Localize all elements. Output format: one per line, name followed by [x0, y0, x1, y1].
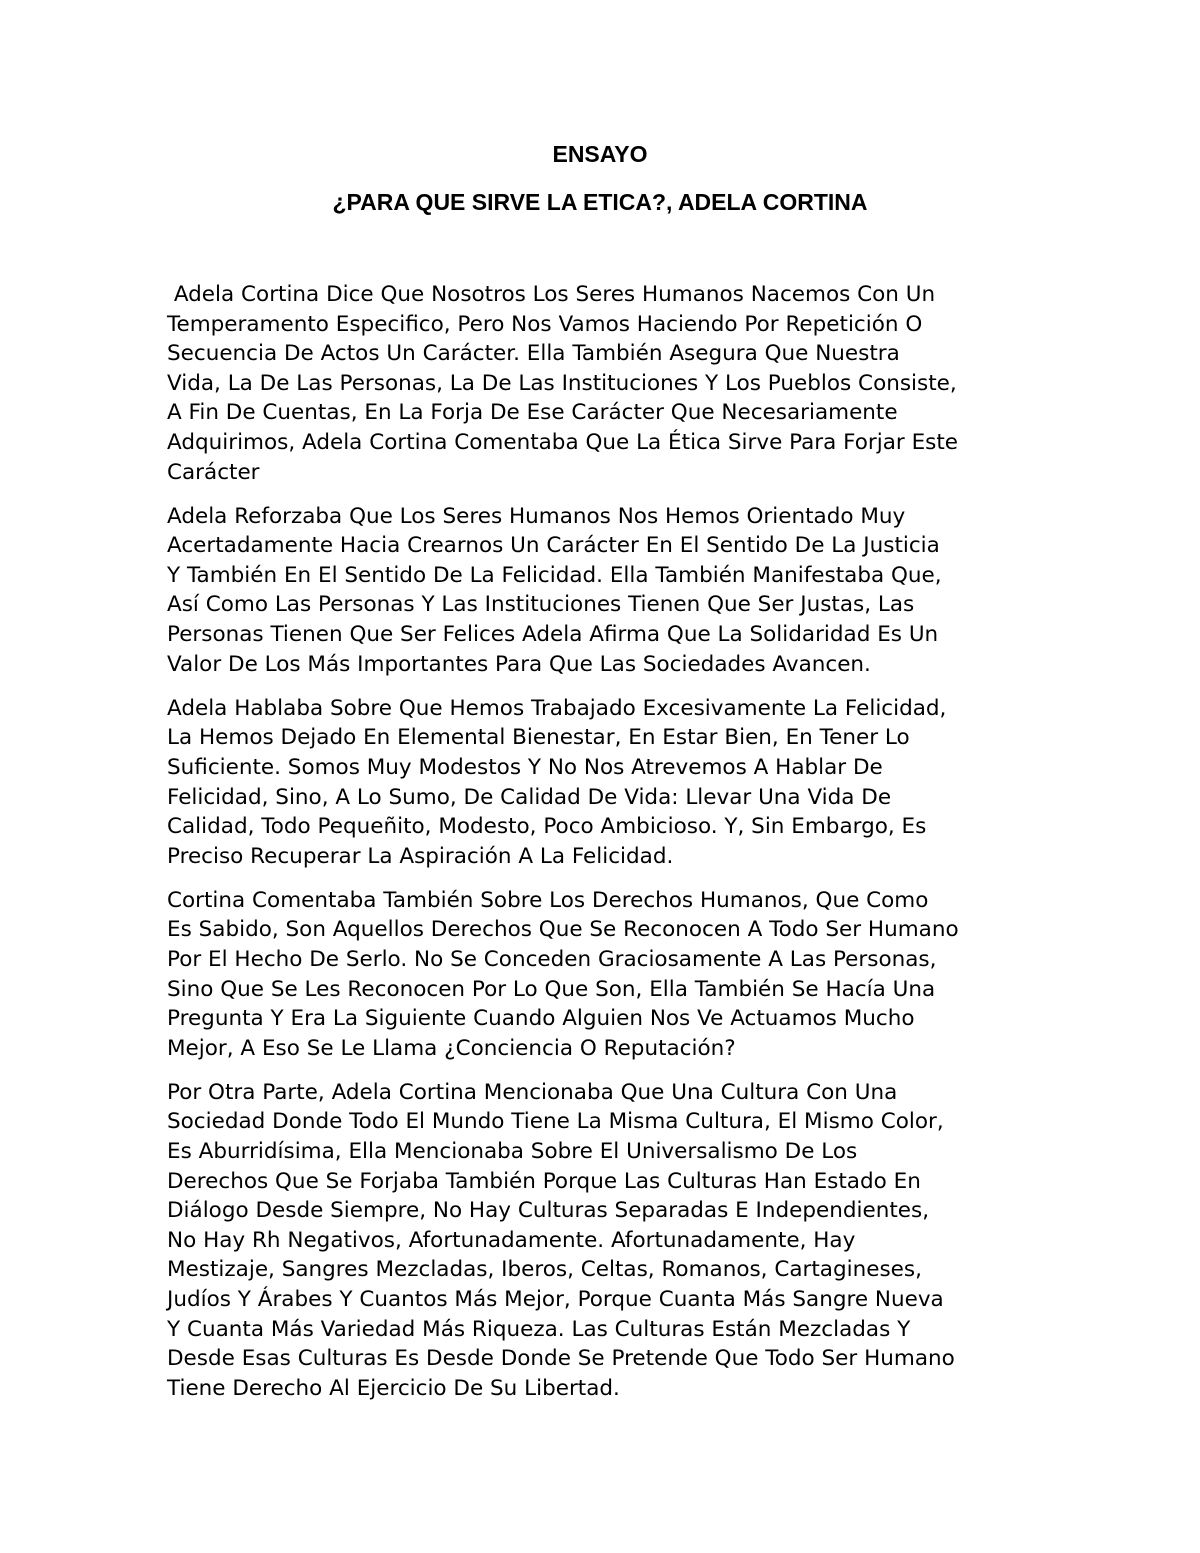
text-line: Temperamento Especifico, Pero Nos Vamos Haciendo Por Repetición O	[167, 311, 923, 337]
text-line: Cortina Comentaba También Sobre Los Derechos Humanos, Que Como	[167, 887, 929, 913]
paragraph-5	[167, 1078, 1047, 1404]
text-line: Suficiente. Somos Muy Modestos Y No Nos Atrevemos A Hablar De	[167, 754, 883, 780]
document-subtitle: ¿PARA QUE SIRVE LA ETICA?, ADELA CORTINA	[332, 189, 868, 215]
paragraph-3	[167, 694, 1047, 872]
text-line: Y También En El Sentido De La Felicidad. Ella También Manifestaba Que,	[167, 562, 942, 588]
paragraph-1	[167, 280, 1047, 487]
text-line: Sino Que Se Les Reconocen Por Lo Que Son, Ella También Se Hacía Una	[167, 976, 936, 1002]
paragraph-2	[167, 502, 1047, 680]
text-line: Tiene Derecho Al Ejercicio De Su Libertad.	[167, 1375, 620, 1401]
text-line: Calidad, Todo Pequeñito, Modesto, Poco Ambicioso. Y, Sin Embargo, Es	[167, 814, 927, 840]
text-line: Diálogo Desde Siempre, No Hay Culturas Separadas E Independientes,	[167, 1198, 930, 1224]
text-line: Secuencia De Actos Un Carácter. Ella También Asegura Que Nuestra	[167, 341, 900, 367]
text-line: No Hay Rh Negativos, Afortunadamente. Afortunadamente, Hay	[167, 1227, 856, 1253]
text-line: Felicidad, Sino, A Lo Sumo, De Calidad De Vida: Llevar Una Vida De	[167, 784, 892, 810]
text-line: Preciso Recuperar La Aspiración A La Felicidad.	[167, 843, 674, 869]
text-line: Y Cuanta Más Variedad Más Riqueza. Las Culturas Están Mezcladas Y	[167, 1316, 911, 1342]
text-line: Valor De Los Más Importantes Para Que Las Sociedades Avancen.	[167, 651, 871, 677]
text-line: Así Como Las Personas Y Las Instituciones Tienen Que Ser Justas, Las	[167, 592, 915, 618]
text-line: Por Otra Parte, Adela Cortina Mencionaba Que Una Cultura Con Una	[167, 1079, 898, 1105]
text-line: La Hemos Dejado En Elemental Bienestar, En Estar Bien, En Tener Lo	[167, 725, 910, 751]
text-line: Adela Cortina Dice Que Nosotros Los Seres Humanos Nacemos Con Un	[167, 282, 936, 307]
text-line: Por El Hecho De Serlo. No Se Conceden Graciosamente A Las Personas,	[167, 946, 937, 972]
text-line: Adela Hablaba Sobre Que Hemos Trabajado Excesivamente La Felicidad,	[167, 695, 947, 721]
text-line: Carácter	[167, 459, 260, 485]
text-line: Es Aburridísima, Ella Mencionaba Sobre El Universalismo De Los	[167, 1139, 858, 1165]
text-line: Judíos Y Árabes Y Cuantos Más Mejor, Porque Cuanta Más Sangre Nueva	[167, 1287, 944, 1312]
text-line: Adela Reforzaba Que Los Seres Humanos Nos Hemos Orientado Muy	[167, 503, 906, 529]
text-line: Vida, La De Las Personas, La De Las Instituciones Y Los Pueblos Consiste,	[167, 370, 957, 396]
text-line: Adquirimos, Adela Cortina Comentaba Que La Ética Sirve Para Forjar Este	[167, 429, 959, 455]
text-line: Acertadamente Hacia Crearnos Un Carácter En El Sentido De La Justicia	[167, 533, 940, 559]
text-line: Derechos Que Se Forjaba También Porque Las Culturas Han Estado En	[167, 1168, 921, 1194]
essay-body	[167, 280, 1047, 1418]
text-line: Sociedad Donde Todo El Mundo Tiene La Misma Cultura, El Mismo Color,	[167, 1109, 944, 1135]
paragraph-4	[167, 886, 1047, 1064]
text-line: Mejor, A Eso Se Le Llama ¿Conciencia O Reputación?	[167, 1035, 736, 1061]
text-line: Pregunta Y Era La Siguiente Cuando Alguien Nos Ve Actuamos Mucho	[167, 1006, 915, 1032]
text-line: Desde Esas Culturas Es Desde Donde Se Pretende Que Todo Ser Humano	[167, 1346, 955, 1372]
document-title: ENSAYO	[552, 141, 648, 167]
text-line: Mestizaje, Sangres Mezcladas, Iberos, Celtas, Romanos, Cartagineses,	[167, 1257, 922, 1283]
text-line: Personas Tienen Que Ser Felices Adela Afirma Que La Solidaridad Es Un	[167, 622, 939, 648]
text-line: Es Sabido, Son Aquellos Derechos Que Se Reconocen A Todo Ser Humano	[167, 917, 959, 943]
text-line: A Fin De Cuentas, En La Forja De Ese Carácter Que Necesariamente	[167, 400, 898, 426]
